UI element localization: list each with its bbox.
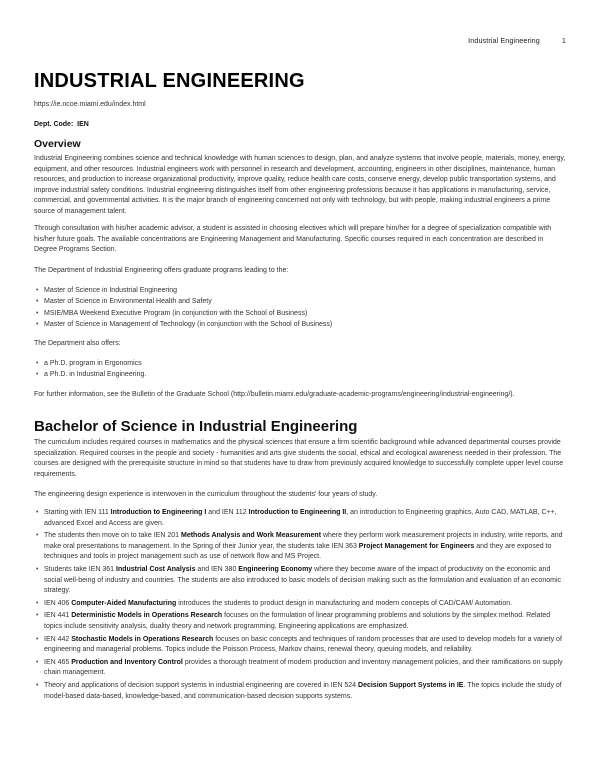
list-item: • IEN 441 Deterministic Models in Operations Research focuses on the formulation of linear programming problems and solutions by the simplex method. Related topics include sensitivity analysis, duality theory and network programming. Engineering applications are emphasized. (34, 611, 566, 632)
overview-paragraph-1: Industrial Engineering combines science and technical knowledge with human sciences to design, plan, and analyze systems that involve people, materials, money, energy, equipment, and other resources. Industrial engineers work with personnel in research and development, accounting, engineers in other disciplines, maintenance, human resources, and production to increase organizational productivity, improve quality, reduce health care costs, conserve energy, develop public transportation systems, and improve industrial safety conditions. Industrial engineering distinguishes itself from other engineering professions because it has applications in manufacturing, service, commercial, and governmental activities. It is the major branch of engineering concerned not only with technology, but with people, making industrial engineers a prime source of management talent. (34, 155, 566, 215)
list-item: • a Ph.D. in Industrial Engineering. (34, 369, 566, 380)
list-item: • Students take IEN 361 Industrial Cost Analysis and IEN 380 Engineering Economy where they become aware of the impact of productivity on the economic and social well-being of industry and countries. The students are also introduced to basic models of decision making such as the formulation and evaluation of an economic strategy. (34, 565, 566, 597)
overview-paragraph-5: For further information, see the Bulletin of the Graduate School (http://bulletin.miami.edu/graduate-academic-programs/engineering/industrial-engineering/). (34, 391, 515, 398)
overview-paragraph-4: The Department also offers: (34, 340, 121, 347)
list-item: • Master of Science in Management of Technology (in conjunction with the School of Business) (34, 319, 566, 330)
list-item: • IEN 406 Computer-Aided Manufacturing introduces the students to product design in manufacturing and modern concepts of CAD/CAM/ Automation. (34, 599, 566, 610)
overview-heading: Overview (34, 138, 81, 150)
list-item: • Theory and applications of decision support systems in industrial engineering are covered in IEN 524 Decision Support Systems in IE. The topics include the study of model-based data-based, knowledge-based, and communication-based decision supports systems. (34, 681, 566, 702)
list-item: • MSIE/MBA Weekend Executive Program (in conjunction with the School of Business) (34, 308, 566, 319)
running-title: Industrial Engineering (468, 36, 540, 45)
design-experience-list (34, 508, 566, 702)
bachelor-paragraph-1: The curriculum includes required courses in mathematics and the physical sciences that ensure a firm scientific background while advanced departmental courses provide specialization. Required courses in the people and society - humanities and arts give students the social, ethical and ecological awareness needed in their profession. The courses are designed with the prerequisite structure in mind so that students have to draw from previously acquired knowledge to successfully complete upper level course requirements. (34, 439, 564, 478)
page-title: INDUSTRIAL ENGINEERING (34, 70, 305, 92)
list-item: • Starting with IEN 111 Introduction to Engineering I and IEN 112 Introduction to Engineering II, an introduction to Engineering graphics, Auto CAD, MATLAB, C++, advanced Excel and Access are given. (34, 508, 566, 529)
list-item: • a Ph.D. program in Ergonomics (34, 358, 566, 369)
dept-code-label: Dept. Code: (34, 121, 74, 128)
list-item: • Master of Science in Industrial Engineering (34, 285, 566, 296)
list-item: • Master of Science in Environmental Health and Safety (34, 296, 566, 307)
list-item: • The students then move on to take IEN 201 Methods Analysis and Work Measurement where they perform work measurement projects in industry, write reports, and make oral presentations to management. In the Spring of their Junior year, the students take IEN 363 Project Management for Engineers and they are exposed to techniques and tools in project management such as use of network flow and MS Project. (34, 531, 566, 563)
list-item: • IEN 465 Production and Inventory Control provides a thorough treatment of modern production and inventory management policies, and their ramifications on supply chain management. (34, 658, 566, 679)
overview-paragraph-2: Through consultation with his/her academic advisor, a student is assisted in choosing electives which will prepare him/her for a degree of specialization compatible with his/her future goals. The available concentrations are Engineering Management and Manufacturing. Specific courses required in each concentration are described in Degree Programs Section. (34, 225, 552, 253)
page-number: 1 (561, 36, 566, 45)
department-url[interactable]: https://ie.ncoe.miami.edu/index.html (34, 101, 146, 108)
dept-code-value: IEN (77, 121, 89, 128)
running-header (468, 36, 566, 45)
bachelor-paragraph-2: The engineering design experience is interwoven in the curriculum throughout the students' four years of study. (34, 491, 378, 498)
overview-paragraph-3: The Department of Industrial Engineering offers graduate programs leading to the: (34, 267, 289, 274)
dept-code (34, 121, 89, 128)
bachelor-heading: Bachelor of Science in Industrial Engineering (34, 418, 358, 435)
also-offers-list (34, 358, 566, 381)
graduate-programs-list (34, 285, 566, 331)
list-item: • IEN 442 Stochastic Models in Operations Research focuses on basic concepts and techniques of random processes that are used to develop models for a variety of engineering and managerial problems. Topics include the Poisson Process, Markov chains, renewal theory, queuing models, and reliability. (34, 635, 566, 656)
